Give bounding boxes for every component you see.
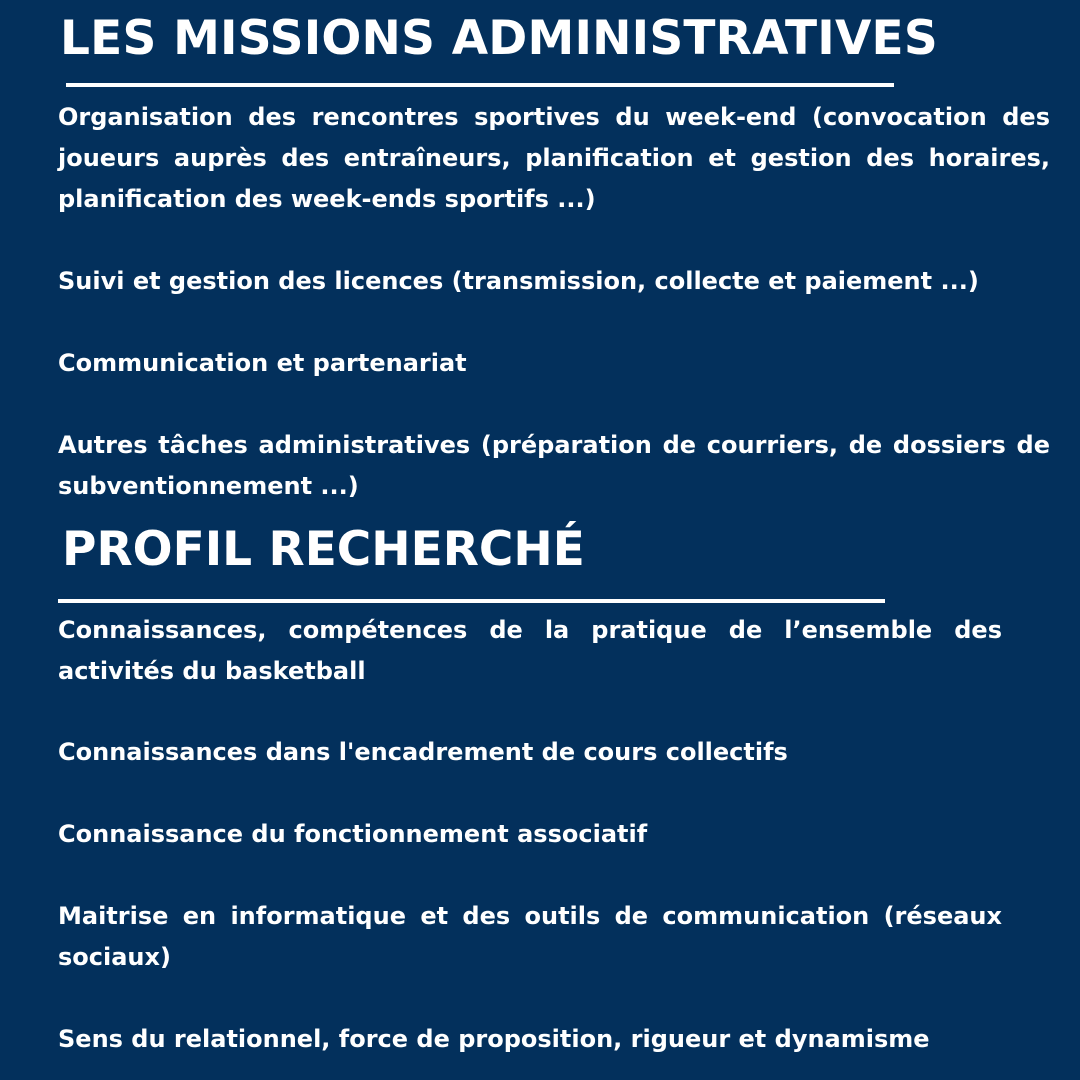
- missions-item: Communication et partenariat: [58, 349, 467, 377]
- missions-item: Suivi et gestion des licences (transmission, collecte et paiement ...): [58, 267, 979, 295]
- profil-item: Connaissances, compétences de la pratique de l’ensemble des activités du basketball: [58, 616, 1002, 685]
- missions-item: Autres tâches administratives (préparation de courriers, de dossiers de subventionnement ...): [58, 431, 1050, 500]
- missions-divider: [66, 83, 894, 87]
- missions-item: Organisation des rencontres sportives du week-end (convocation des joueurs auprès des entraîneurs, planification et gestion des horaires, planification des week-ends sportifs ...): [58, 103, 1050, 213]
- missions-title: LES MISSIONS ADMINISTRATIVES: [60, 11, 938, 66]
- profil-item: Sens du relationnel, force de proposition, rigueur et dynamisme: [58, 1025, 930, 1053]
- profil-item: Maitrise en informatique et des outils de communication (réseaux sociaux): [58, 902, 1002, 971]
- profil-item: Connaissance du fonctionnement associatif: [58, 820, 648, 848]
- profil-divider: [58, 599, 885, 603]
- profil-item: Connaissances dans l'encadrement de cours collectifs: [58, 738, 788, 766]
- profil-title: PROFIL RECHERCHÉ: [62, 522, 585, 577]
